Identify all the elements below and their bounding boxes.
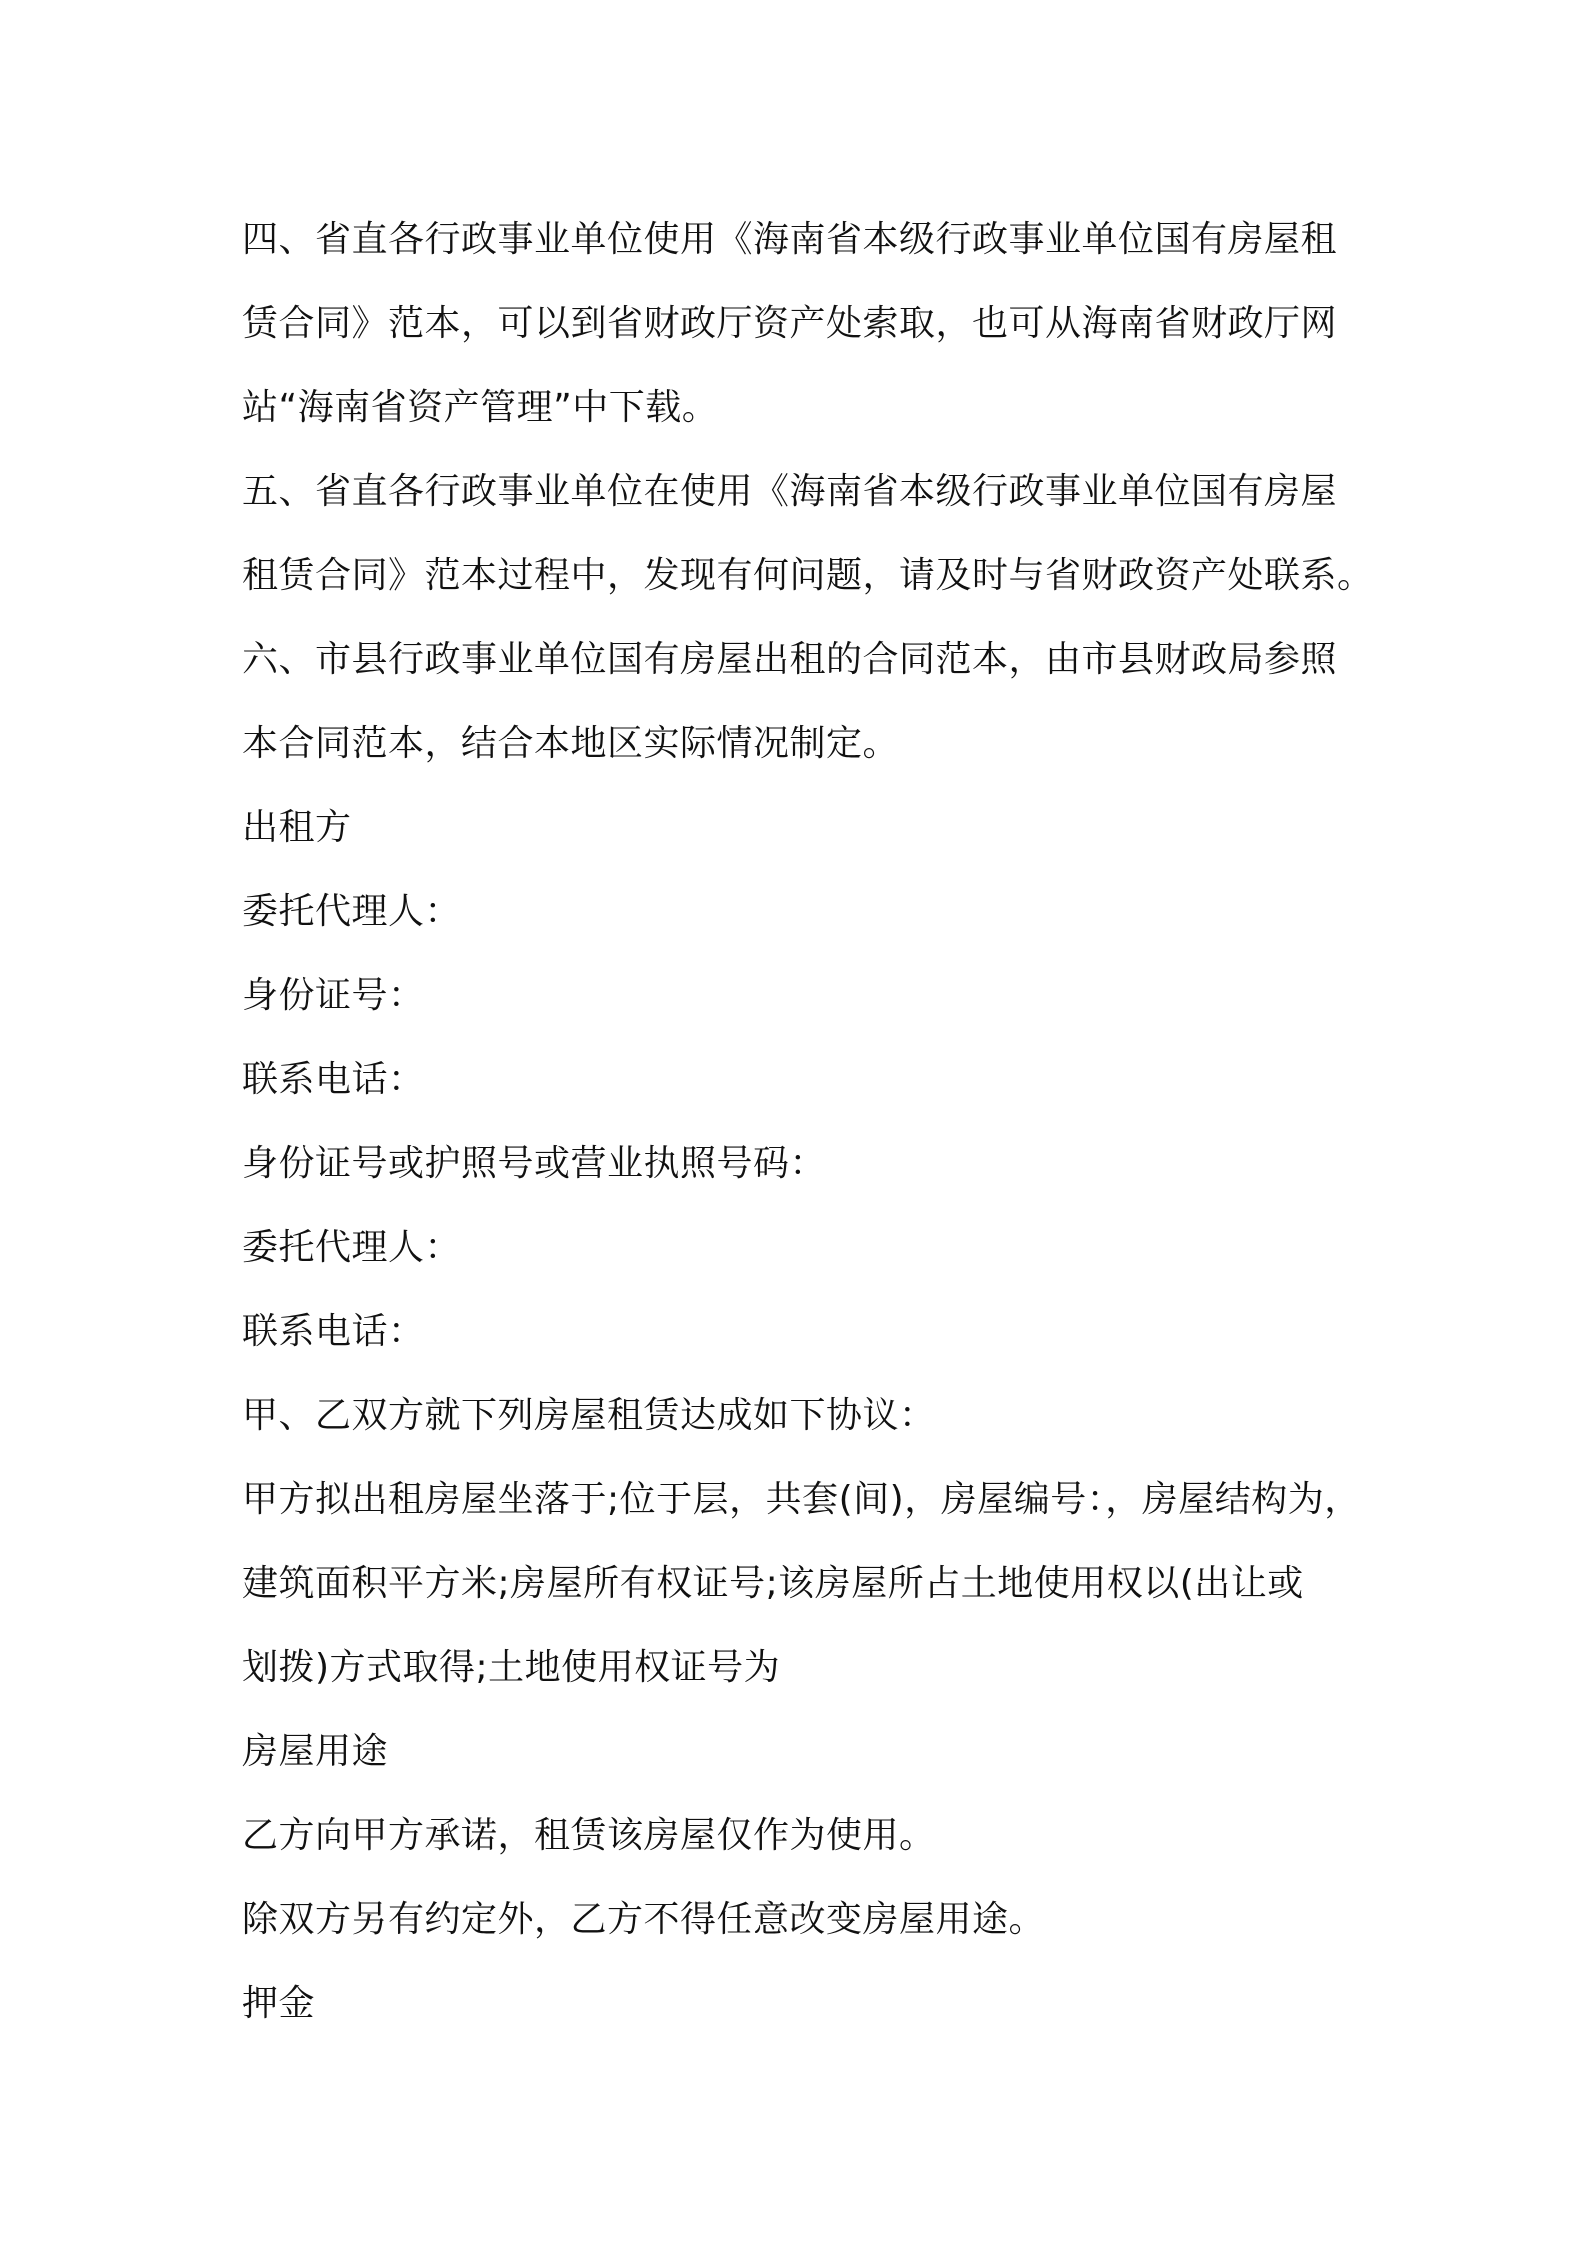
deposit-heading: 押金 xyxy=(242,1983,316,2024)
lessor-heading: 出租方 xyxy=(242,807,352,848)
usage-promise: 乙方向甲方承诺，租赁该房屋仅作为使用。 xyxy=(242,1815,936,1856)
paragraph-6-line-2: 本合同范本，结合本地区实际情况制定。 xyxy=(242,723,900,764)
document-body xyxy=(242,198,1372,2046)
paragraph-5-line-2: 租赁合同》范本过程中，发现有何问题，请及时与省财政资产处联系。 xyxy=(242,555,1374,596)
agreement-intro: 甲、乙双方就下列房屋租赁达成如下协议： xyxy=(242,1395,936,1436)
property-desc-line-3: 划拨)方式取得;土地使用权证号为 xyxy=(242,1647,781,1688)
property-desc-line-2: 建筑面积平方米;房屋所有权证号;该房屋所占土地使用权以(出让或 xyxy=(242,1563,1304,1604)
phone-field-2: 联系电话： xyxy=(242,1311,425,1352)
paragraph-4-line-3: 站“海南省资产管理”中下载。 xyxy=(242,387,719,428)
id-number-field: 身份证号： xyxy=(242,975,425,1016)
property-desc-line-1: 甲方拟出租房屋坐落于;位于层，共套(间)，房屋编号：，房屋结构为， xyxy=(242,1479,1361,1520)
agent-field-1: 委托代理人： xyxy=(242,891,462,932)
usage-heading: 房屋用途 xyxy=(242,1731,389,1772)
paragraph-4-line-2: 赁合同》范本，可以到省财政厅资产处索取，也可从海南省财政厅网 xyxy=(242,303,1338,344)
id-passport-license-field: 身份证号或护照号或营业执照号码： xyxy=(242,1143,827,1184)
paragraph-5-line-1: 五、省直各行政事业单位在使用《海南省本级行政事业单位国有房屋 xyxy=(242,471,1338,512)
paragraph-4-line-1: 四、省直各行政事业单位使用《海南省本级行政事业单位国有房屋租 xyxy=(242,219,1338,260)
paragraph-6-line-1: 六、市县行政事业单位国有房屋出租的合同范本，由市县财政局参照 xyxy=(242,639,1338,680)
agent-field-2: 委托代理人： xyxy=(242,1227,462,1268)
phone-field-1: 联系电话： xyxy=(242,1059,425,1100)
usage-restriction: 除双方另有约定外，乙方不得任意改变房屋用途。 xyxy=(242,1899,1046,1940)
